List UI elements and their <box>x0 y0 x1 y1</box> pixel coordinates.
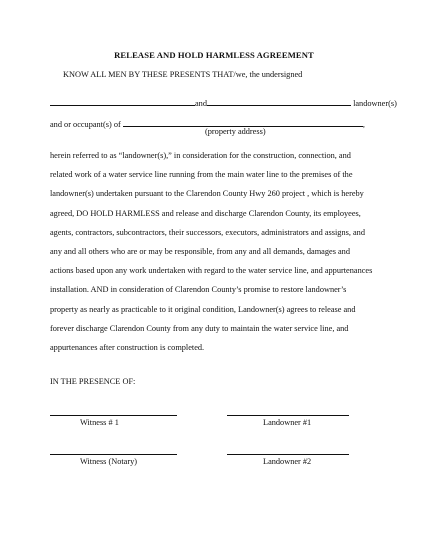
landowner1-signature-line <box>227 415 349 416</box>
occupants-label: and or occupant(s) of <box>50 120 121 129</box>
body-line: any and all others who are or may be responsible, from any and all demands, damages and <box>50 247 350 257</box>
landowner2-signature-line <box>227 454 349 455</box>
body-line: agents, contractors, subcontractors, their successors, executors, administrators and assigns, and <box>50 227 365 237</box>
body-line: related work of a water service line running from the main water line to the premises of the <box>50 170 353 180</box>
witness-notary-signature-line <box>50 454 177 455</box>
landowner1-label: Landowner #1 <box>263 418 312 427</box>
witness1-label: Witness # 1 <box>80 418 119 427</box>
property-address-blank <box>123 118 363 127</box>
body-line: property as nearly as practicable to it original condition, Landowner(s) agrees to release and <box>50 304 356 314</box>
body-line: appurtenances after construction is completed. <box>50 343 205 353</box>
property-address-caption: (property address) <box>205 127 266 136</box>
body-line: agreed, DO HOLD HARMLESS and release and discharge Clarendon County, its employees, <box>50 208 361 218</box>
landowner-name-blank-2 <box>207 97 351 106</box>
document-title: RELEASE AND HOLD HARMLESS AGREEMENT <box>114 50 314 60</box>
body-line: landowner(s) undertaken pursuant to the Clarendon County Hwy 260 project , which is hereby <box>50 189 364 199</box>
witness-notary-label: Witness (Notary) <box>80 457 138 466</box>
trailing-comma: , <box>362 120 365 129</box>
landowner-names-line <box>50 97 397 108</box>
body-line: installation. AND in consideration of Clarendon County’s promise to restore landowner’s <box>50 285 347 295</box>
intro-line: KNOW ALL MEN BY THESE PRESENTS THAT/we, the undersigned <box>63 70 303 79</box>
witness1-signature-line <box>50 415 177 416</box>
body-line: herein referred to as “landowner(s),” in consideration for the construction, connection, and <box>50 151 351 160</box>
landowners-label: landowner(s) <box>353 99 397 108</box>
landowner-name-blank-1 <box>50 97 195 106</box>
landowner2-label: Landowner #2 <box>263 457 312 466</box>
and-word: and <box>195 99 207 108</box>
presence-heading: IN THE PRESENCE OF: <box>50 377 136 386</box>
agreement-body <box>50 146 380 357</box>
body-line: forever discharge Clarendon County from any duty to maintain the water service line, and <box>50 323 349 333</box>
body-line: actions based upon any work undertaken with regard to the water service line, and appurtenances <box>50 266 373 276</box>
